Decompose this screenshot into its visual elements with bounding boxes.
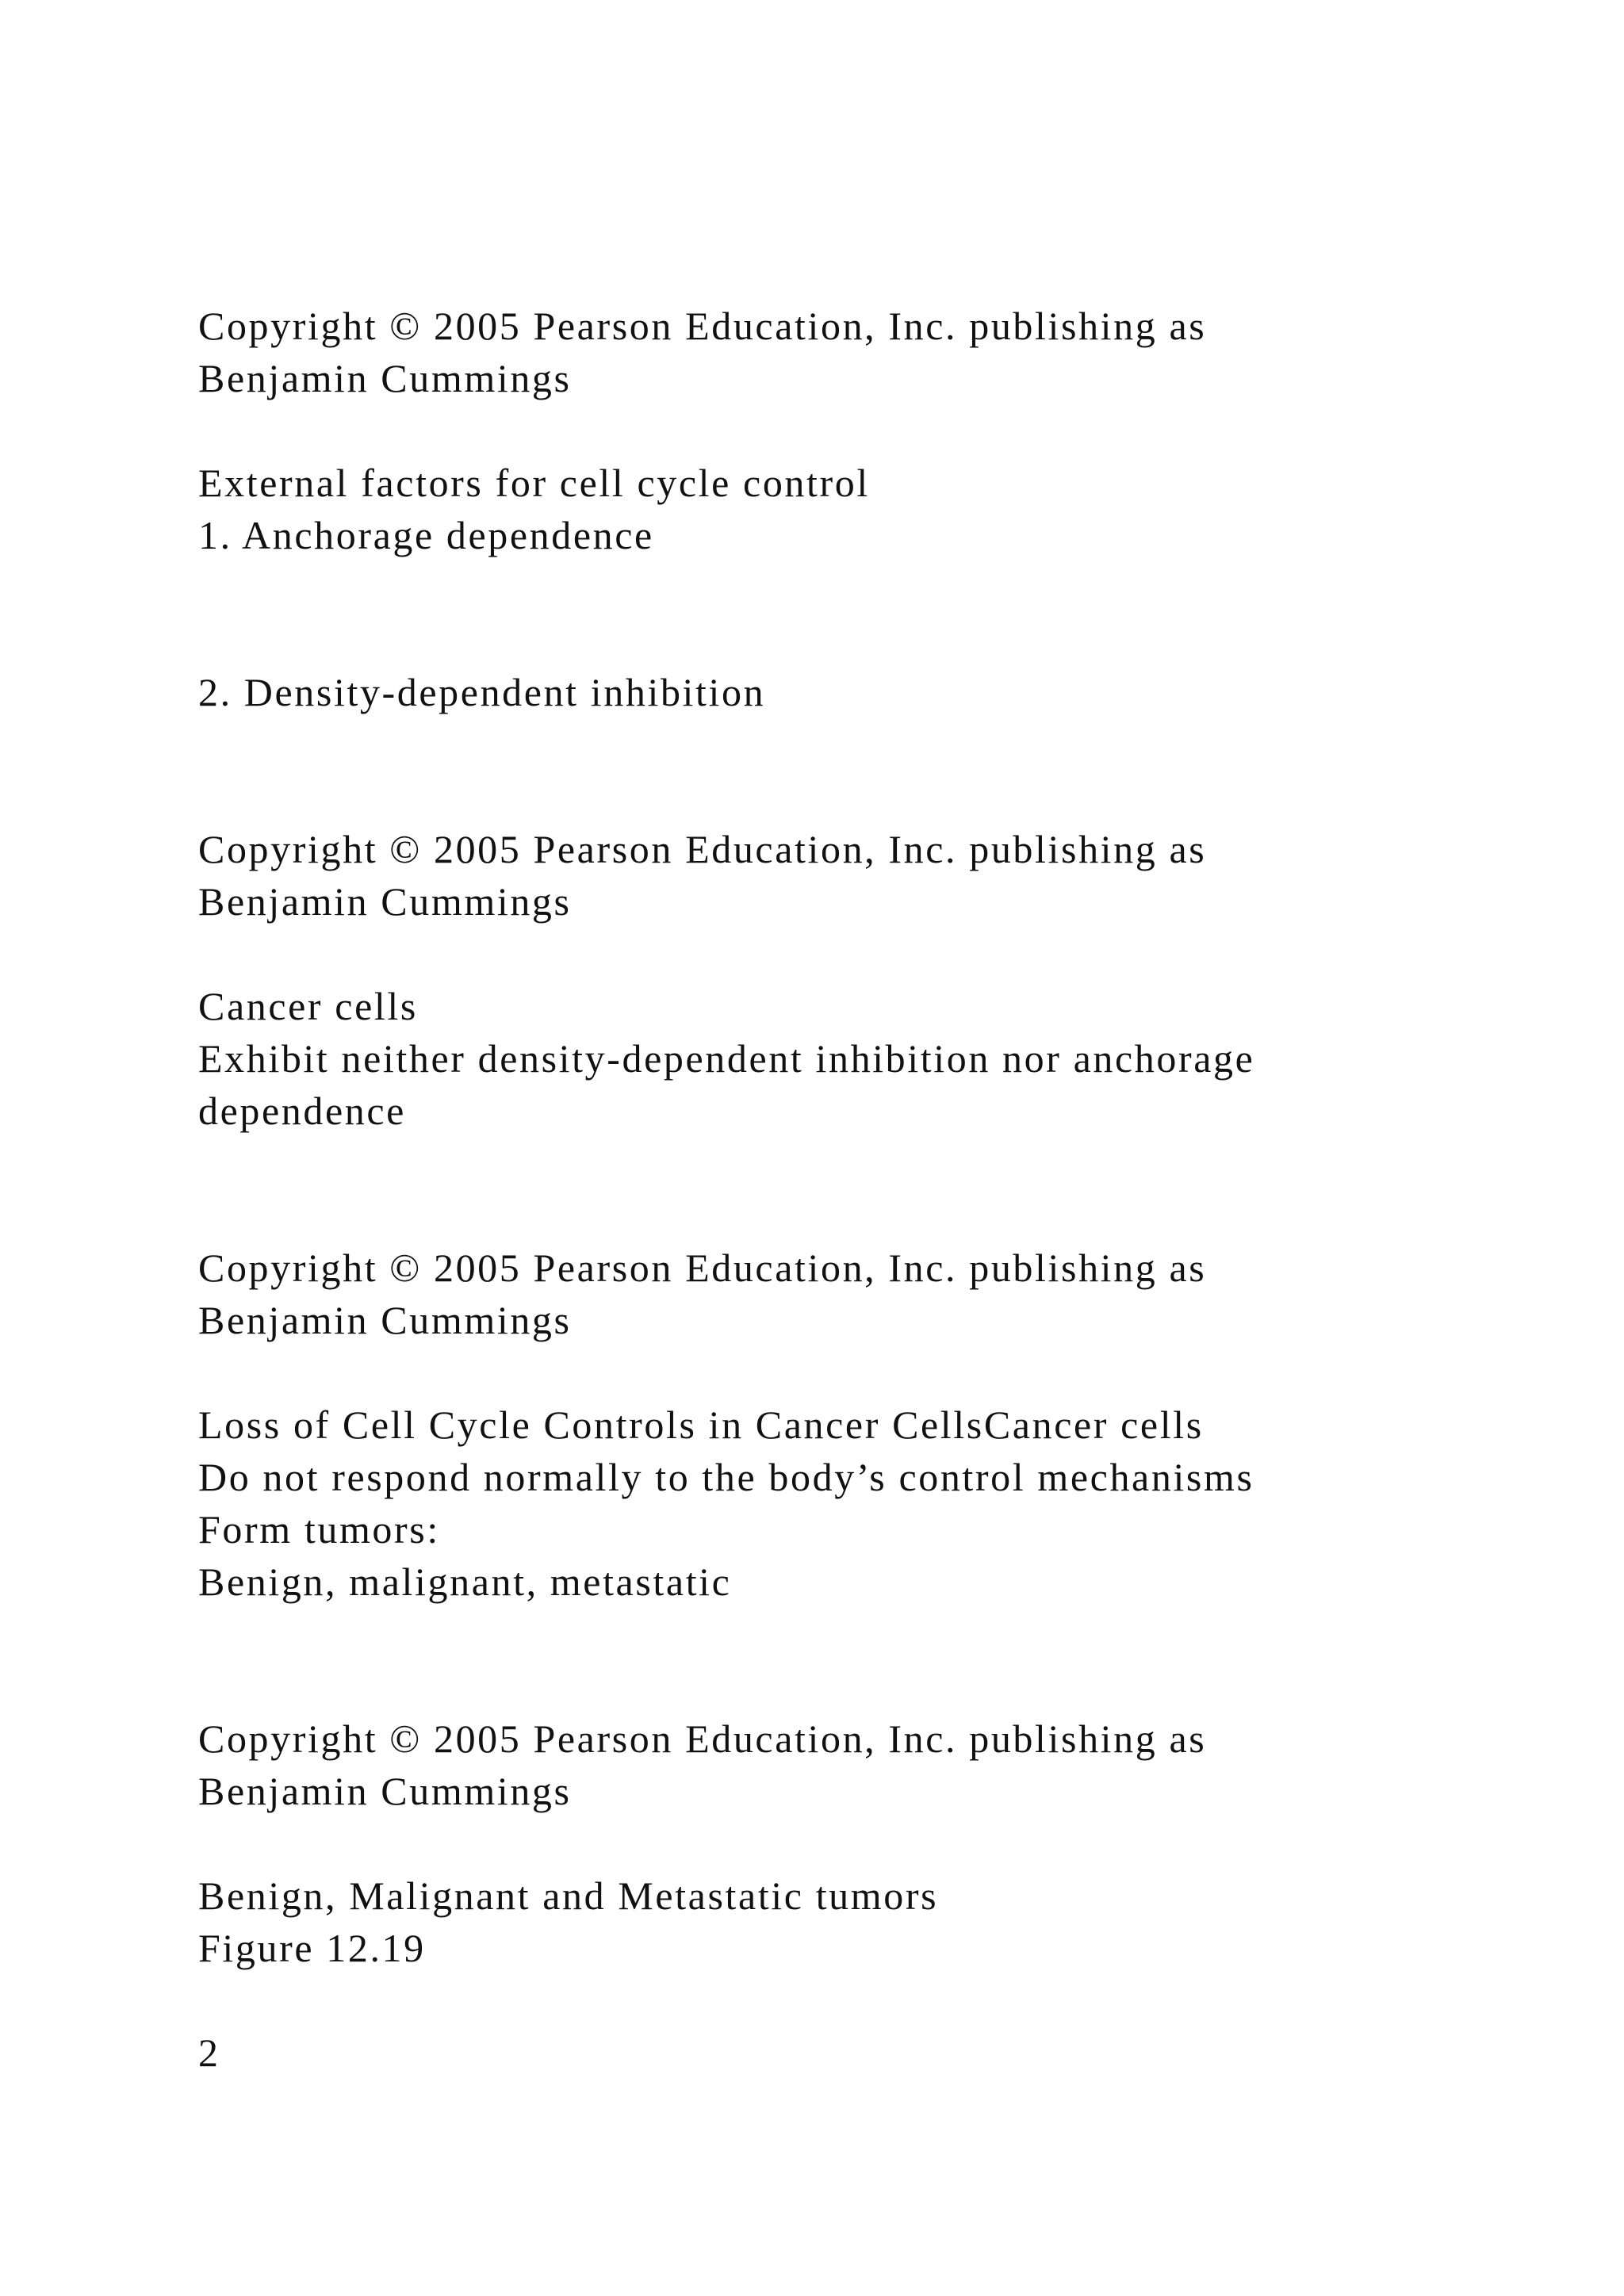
copyright-publisher: Benjamin Cummings xyxy=(198,356,572,400)
copyright-line: Copyright © 2005 Pearson Education, Inc. publishing as xyxy=(198,1246,1207,1290)
copyright-line: Copyright © 2005 Pearson Education, Inc. publishing as xyxy=(198,304,1207,348)
section-heading: Benign, Malignant and Metastatic tumors xyxy=(198,1873,939,1918)
body-text: Exhibit neither density-dependent inhibition nor anchorage xyxy=(198,1036,1255,1081)
list-item: 2. Density-dependent inhibition xyxy=(198,670,766,714)
copyright-line: Copyright © 2005 Pearson Education, Inc. publishing as xyxy=(198,827,1207,871)
section-heading: External factors for cell cycle control xyxy=(198,461,870,505)
body-text: dependence xyxy=(198,1089,406,1133)
copyright-publisher: Benjamin Cummings xyxy=(198,1298,572,1342)
page-number: 2 xyxy=(198,2030,220,2075)
copyright-line: Copyright © 2005 Pearson Education, Inc. publishing as xyxy=(198,1716,1207,1761)
copyright-publisher: Benjamin Cummings xyxy=(198,879,572,924)
figure-reference: Figure 12.19 xyxy=(198,1926,426,1970)
copyright-publisher: Benjamin Cummings xyxy=(198,1769,572,1813)
body-text: Do not respond normally to the body’s control mechanisms xyxy=(198,1455,1254,1499)
section-heading: Cancer cells xyxy=(198,984,418,1028)
section-heading: Loss of Cell Cycle Controls in Cancer CellsCancer cells xyxy=(198,1402,1204,1447)
body-text: Benign, malignant, metastatic xyxy=(198,1559,732,1604)
list-item: 1. Anchorage dependence xyxy=(198,513,654,557)
body-text: Form tumors: xyxy=(198,1507,440,1552)
